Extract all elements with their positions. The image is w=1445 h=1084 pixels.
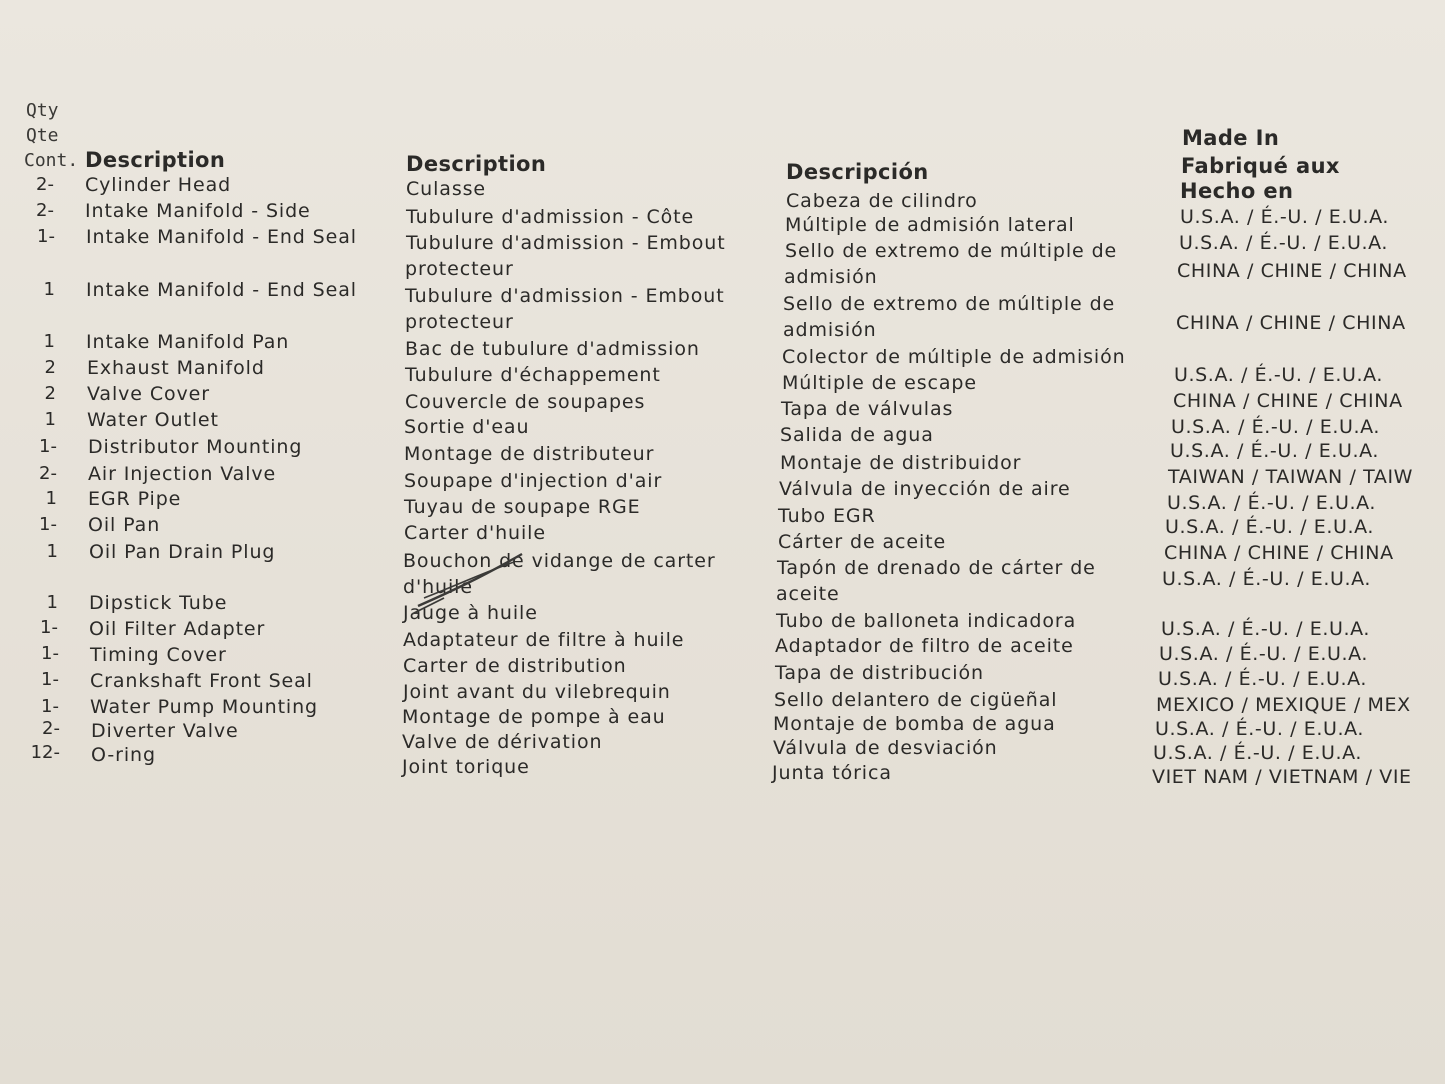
origin-row-17: MEXICO / MEXIQUE / MEX (1156, 694, 1411, 716)
qty-row-17: 1- (41, 669, 59, 690)
es-row-3: Sello de extremo de múltiple de (785, 240, 1118, 262)
qty-row-16: 1- (41, 643, 59, 664)
es-row-11: Montaje de distribuidor (780, 452, 1022, 474)
fr-row-22: Valve de dérivation (402, 731, 603, 753)
fr-row-12: Soupape d'injection d'air (404, 470, 663, 492)
es-row-7: Colector de múltiple de admisión (782, 346, 1126, 368)
origin-row-14: U.S.A. / É.-U. / E.U.A. (1161, 618, 1371, 640)
fr-row-4: protecteur (405, 258, 514, 280)
qty-header-line-2: Qte (26, 125, 59, 146)
qty-row-4: 1 (43, 279, 55, 300)
fr-row-17: Jauge à huile (403, 602, 538, 624)
origin-row-18: U.S.A. / É.-U. / E.U.A. (1155, 718, 1365, 740)
en-row-3: Intake Manifold - End Seal (86, 226, 357, 248)
es-row-20: Sello delantero de cigüeñal (774, 689, 1058, 711)
origin-row-8: U.S.A. / É.-U. / E.U.A. (1170, 440, 1380, 462)
en-row-9: Distributor Mounting (88, 436, 303, 458)
pen-scratch-mark (410, 548, 540, 618)
es-row-4: admisión (784, 266, 878, 288)
es-row-17: Tubo de balloneta indicadora (776, 610, 1077, 632)
en-row-5: Intake Manifold Pan (86, 331, 290, 353)
origin-row-3: CHINA / CHINE / CHINA (1177, 260, 1407, 282)
es-row-19: Tapa de distribución (775, 662, 984, 684)
qty-row-10: 2- (39, 463, 57, 484)
en-row-10: Air Injection Valve (88, 463, 277, 485)
origin-header-line-3: Hecho en (1180, 179, 1294, 203)
spanish-description-header: Descripción (786, 160, 929, 184)
qty-row-5: 1 (43, 331, 55, 352)
fr-row-19: Carter de distribution (403, 655, 627, 677)
en-row-14: Dipstick Tube (89, 592, 228, 614)
fr-row-14: Carter d'huile (404, 522, 546, 544)
origin-row-19: U.S.A. / É.-U. / E.U.A. (1153, 742, 1363, 764)
qty-row-1: 2- (36, 174, 54, 195)
en-row-7: Valve Cover (87, 383, 210, 405)
origin-row-5: U.S.A. / É.-U. / E.U.A. (1174, 364, 1384, 386)
fr-row-21: Montage de pompe à eau (402, 706, 666, 728)
en-row-16: Timing Cover (90, 644, 227, 666)
qty-row-7: 2 (44, 383, 56, 404)
qty-row-6: 2 (44, 357, 56, 378)
en-row-2: Intake Manifold - Side (85, 200, 311, 222)
origin-row-6: CHINA / CHINE / CHINA (1173, 390, 1403, 412)
en-row-20: O-ring (91, 744, 156, 766)
en-row-17: Crankshaft Front Seal (90, 670, 313, 692)
origin-row-7: U.S.A. / É.-U. / E.U.A. (1171, 416, 1381, 438)
qty-row-13: 1 (46, 541, 58, 562)
qty-row-14: 1 (46, 592, 58, 613)
fr-row-2: Tubulure d'admission - Côte (406, 206, 695, 228)
origin-row-9: TAIWAN / TAIWAN / TAIW (1168, 466, 1414, 488)
es-row-9: Tapa de válvulas (781, 398, 954, 420)
es-row-21: Montaje de bomba de agua (773, 713, 1056, 735)
en-row-13: Oil Pan Drain Plug (89, 541, 276, 563)
origin-header-line-1: Made In (1182, 126, 1280, 150)
fr-row-15: Bouchon de vidange de carter (403, 550, 716, 572)
origin-row-13: U.S.A. / É.-U. / E.U.A. (1162, 568, 1372, 590)
qty-row-12: 1- (39, 514, 57, 535)
origin-row-10: U.S.A. / É.-U. / E.U.A. (1167, 492, 1377, 514)
origin-row-2: U.S.A. / É.-U. / E.U.A. (1179, 232, 1389, 254)
en-row-19: Diverter Valve (91, 720, 239, 742)
qty-header-line-1: Qty (26, 100, 59, 121)
origin-row-15: U.S.A. / É.-U. / E.U.A. (1159, 643, 1369, 665)
fr-row-16: d'huile (403, 576, 473, 598)
origin-row-16: U.S.A. / É.-U. / E.U.A. (1158, 668, 1368, 690)
origin-row-11: U.S.A. / É.-U. / E.U.A. (1165, 516, 1375, 538)
es-row-6: admisión (783, 319, 877, 341)
fr-row-3: Tubulure d'admission - Embout (406, 232, 726, 254)
qty-row-8: 1 (44, 409, 56, 430)
en-row-12: Oil Pan (88, 514, 161, 536)
es-row-22: Válvula de desviación (773, 737, 998, 759)
es-row-2: Múltiple de admisión lateral (785, 214, 1075, 236)
es-row-1: Cabeza de cilindro (786, 190, 978, 212)
fr-row-23: Joint torique (402, 756, 530, 778)
es-row-23: Junta tórica (772, 762, 892, 784)
fr-row-8: Tubulure d'échappement (405, 364, 661, 386)
en-row-18: Water Pump Mounting (90, 696, 319, 718)
origin-header-line-2: Fabriqué aux (1181, 154, 1340, 178)
french-description-header: Description (406, 152, 547, 176)
es-row-10: Salida de agua (780, 424, 934, 446)
qty-row-19: 2- (42, 718, 60, 739)
english-description-header: Description (85, 148, 226, 172)
origin-row-4: CHINA / CHINE / CHINA (1176, 312, 1406, 334)
es-row-12: Válvula de inyección de aire (779, 478, 1071, 500)
fr-row-6: protecteur (405, 311, 514, 333)
qty-row-2: 2- (36, 200, 54, 221)
fr-row-18: Adaptateur de filtre à huile (403, 629, 685, 651)
en-row-15: Oil Filter Adapter (89, 618, 266, 640)
es-row-18: Adaptador de filtro de aceite (775, 635, 1074, 657)
origin-row-1: U.S.A. / É.-U. / E.U.A. (1180, 206, 1390, 228)
fr-row-9: Couvercle de soupapes (405, 391, 646, 413)
fr-row-11: Montage de distributeur (404, 443, 655, 465)
es-row-14: Cárter de aceite (778, 531, 947, 553)
qty-row-18: 1- (41, 696, 59, 717)
en-row-11: EGR Pipe (88, 488, 182, 510)
en-row-4: Intake Manifold - End Seal (86, 279, 357, 301)
es-row-8: Múltiple de escape (782, 372, 977, 394)
qty-header-line-3: Cont. (24, 150, 79, 171)
es-row-16: aceite (776, 583, 840, 605)
es-row-5: Sello de extremo de múltiple de (783, 293, 1116, 315)
qty-row-20: 12- (30, 742, 60, 763)
es-row-15: Tapón de drenado de cárter de (777, 557, 1096, 579)
fr-row-7: Bac de tubulure d'admission (405, 338, 700, 360)
en-row-8: Water Outlet (87, 409, 219, 431)
es-row-13: Tubo EGR (778, 505, 876, 527)
en-row-1: Cylinder Head (85, 174, 232, 196)
fr-row-5: Tubulure d'admission - Embout (405, 285, 725, 307)
origin-row-20: VIET NAM / VIETNAM / VIE (1152, 766, 1412, 788)
fr-row-10: Sortie d'eau (404, 416, 530, 438)
qty-row-3: 1- (37, 226, 55, 247)
fr-row-13: Tuyau de soupape RGE (404, 496, 641, 518)
en-row-6: Exhaust Manifold (87, 357, 265, 379)
qty-row-11: 1 (45, 488, 57, 509)
origin-row-12: CHINA / CHINE / CHINA (1164, 542, 1394, 564)
fr-row-1: Culasse (406, 178, 487, 200)
qty-row-9: 1- (39, 436, 57, 457)
qty-row-15: 1- (40, 617, 58, 638)
fr-row-20: Joint avant du vilebrequin (403, 681, 671, 703)
